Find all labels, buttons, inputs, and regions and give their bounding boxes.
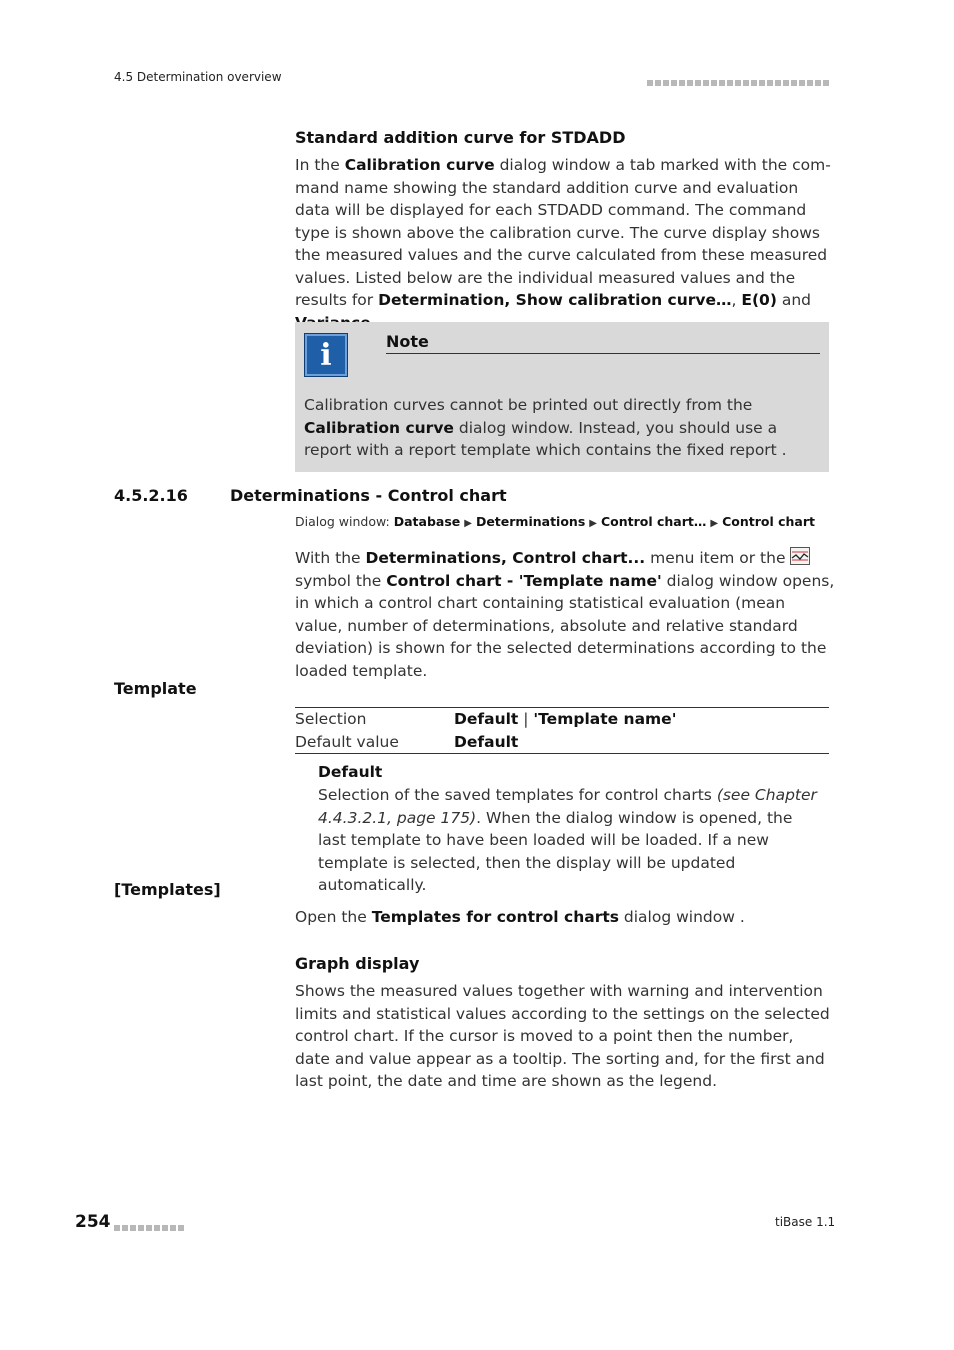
path-arrow-icon: ▶: [464, 518, 472, 529]
param-key: Default value: [295, 733, 399, 751]
path-control-chart: Control chart: [722, 514, 816, 529]
control-chart-symbol-icon: [790, 547, 810, 565]
templates-description: Open the Templates for control charts dialog window .: [295, 908, 745, 926]
section-title: Determinations - Control chart: [230, 486, 507, 505]
graph-heading: Graph display: [295, 954, 420, 973]
default-description: Selection of the saved templates for control charts (see Chapter 4.4.3.2.1, page 175). When the dialog window is opened, the last template to have been loaded will be loaded. If a new template is selected, then the display will be updated automatically.: [318, 786, 817, 894]
template-param-table: [295, 707, 829, 754]
path-arrow-icon: ▶: [589, 518, 597, 529]
default-heading: Default: [318, 763, 383, 781]
note-box: [295, 322, 829, 472]
page-number: 254: [75, 1212, 111, 1232]
path-determinations: Determinations: [475, 514, 586, 529]
footer-dots: [114, 1218, 184, 1237]
param-value: Default: [454, 733, 519, 751]
dialog-path: Dialog window: Database ▶ Determinations ▶ Control chart… ▶ Control chart: [295, 514, 816, 529]
header-dots-graphic: [647, 80, 829, 88]
stdadd-heading: Standard addition curve for STDADD: [295, 128, 626, 147]
note-text: Calibration curves cannot be printed out directly from the Calibration curve dialog window. Instead, you should use a report with a report template which contains the fixed report .: [304, 396, 787, 459]
stdadd-paragraph: In the Calibration curve dialog window a tab marked with the com-mand name showing the standard addition curve and evaluation data will be displayed for each STDADD command. The command type is shown above the calibration curve. The curve display shows the measured values and the curve calculated from these measured values. Listed below are the individual measured values and the results for Determination, Show calibration curve…, E(0) and: [295, 156, 831, 309]
template-label: Template: [114, 679, 197, 698]
header-dots: [647, 73, 829, 81]
graph-paragraph: Shows the measured values together with warning and intervention limits and statistical values according to the settings on the selected control chart. If the cursor is moved to a point then the number, date and value appear as a tooltip. The sorting and, for the first and last point, the date and time are shown as the legend.: [295, 982, 830, 1090]
section-number: 4.5.2.16: [114, 486, 188, 505]
templates-button-label: [Templates]: [114, 880, 221, 899]
param-row-selection: [295, 708, 829, 731]
note-title: Note: [386, 332, 820, 354]
param-key: Selection: [295, 710, 367, 728]
path-control-chart-menu: Control chart…: [600, 514, 707, 529]
path-database: Database: [393, 514, 461, 529]
intro-paragraph: With the Determinations, Control chart... menu item or the symbol the Control chart - 'Template name' dialog window opens, in which a control chart containing statistical evaluation (mean value, number of determinations, absolute and relative standard deviation) is shown for the selected determinations according to the loaded template.: [295, 549, 835, 680]
param-value: Default | 'Template name': [454, 710, 677, 728]
running-header: 4.5 Determination overview: [114, 70, 282, 84]
footer-dots-graphic: [114, 1225, 184, 1233]
product-name: tiBase 1.1: [775, 1215, 836, 1229]
param-row-default: [295, 731, 829, 753]
info-icon: i: [304, 333, 348, 377]
path-arrow-icon: ▶: [710, 518, 719, 529]
